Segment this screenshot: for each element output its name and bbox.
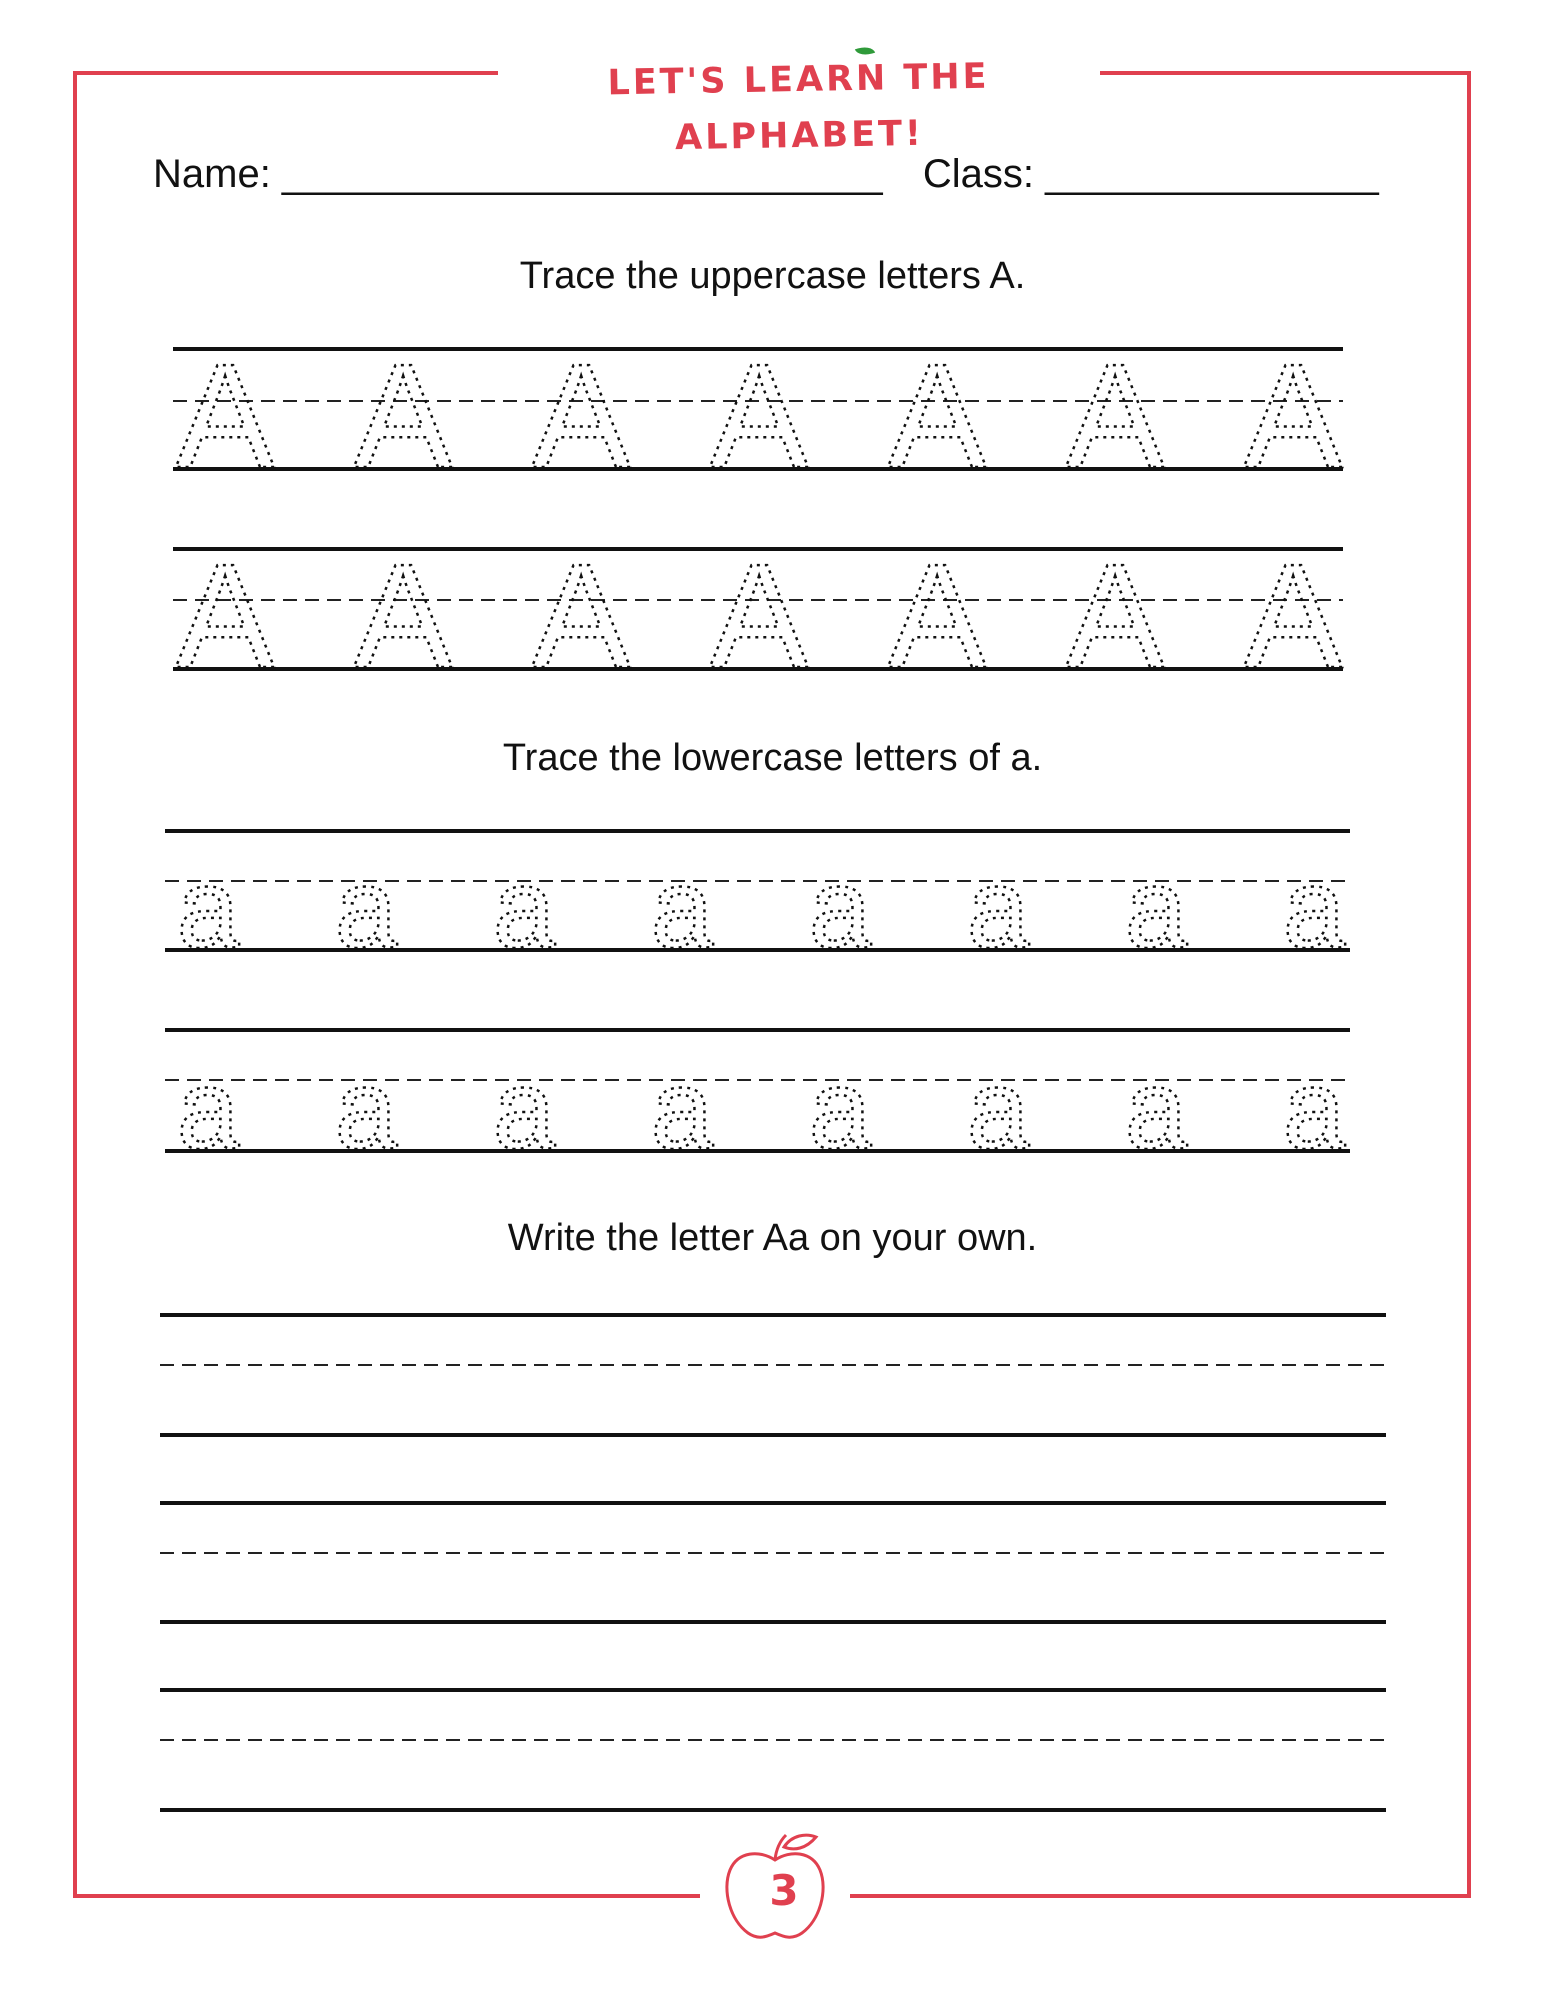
- trace-letter-uppercase: A: [1065, 534, 1165, 699]
- trace-letter-uppercase: A: [1065, 334, 1165, 499]
- trace-letter-lowercase: a: [492, 1047, 556, 1172]
- page-number: 3: [769, 1866, 799, 1915]
- trace-letter-lowercase: a: [650, 1047, 714, 1172]
- trace-letter-lowercase: a: [966, 1047, 1030, 1172]
- trace-letter-uppercase: A: [1243, 534, 1343, 699]
- lowercase-instruction: Trace the lowercase letters of a.: [502, 737, 1043, 779]
- trace-letter-lowercase: a: [650, 846, 714, 971]
- class-field[interactable]: Class: _______________: [922, 152, 1379, 196]
- trace-letter-uppercase: A: [353, 534, 453, 699]
- trace-letter-uppercase: A: [531, 334, 631, 499]
- trace-letter-lowercase: a: [176, 846, 240, 971]
- worksheet-title: LET'S LEARN THE ALPHABET!: [607, 56, 990, 159]
- trace-letter-uppercase: A: [709, 534, 809, 699]
- trace-letter-uppercase: A: [887, 334, 987, 499]
- trace-letter-lowercase: a: [1124, 846, 1188, 971]
- trace-letter-uppercase: A: [709, 334, 809, 499]
- name-field[interactable]: Name: ___________________________: [153, 152, 883, 196]
- uppercase-instruction: Trace the uppercase letters A.: [519, 255, 1026, 297]
- write-instruction: Write the letter Aa on your own.: [507, 1217, 1038, 1259]
- trace-letter-uppercase: A: [887, 534, 987, 699]
- trace-letter-lowercase: a: [492, 846, 556, 971]
- trace-letter-uppercase: A: [1243, 334, 1343, 499]
- trace-letter-uppercase: A: [531, 534, 631, 699]
- trace-letter-lowercase: a: [334, 846, 398, 971]
- trace-letter-uppercase: A: [175, 534, 275, 699]
- trace-letter-lowercase: a: [808, 846, 872, 971]
- trace-letter-uppercase: A: [175, 334, 275, 499]
- trace-letter-lowercase: a: [176, 1047, 240, 1172]
- trace-letter-lowercase: a: [966, 846, 1030, 971]
- trace-letter-lowercase: a: [1282, 846, 1346, 971]
- trace-letter-lowercase: a: [1124, 1047, 1188, 1172]
- trace-letter-uppercase: A: [353, 334, 453, 499]
- trace-letter-lowercase: a: [1282, 1047, 1346, 1172]
- trace-letter-lowercase: a: [334, 1047, 398, 1172]
- trace-letter-lowercase: a: [808, 1047, 872, 1172]
